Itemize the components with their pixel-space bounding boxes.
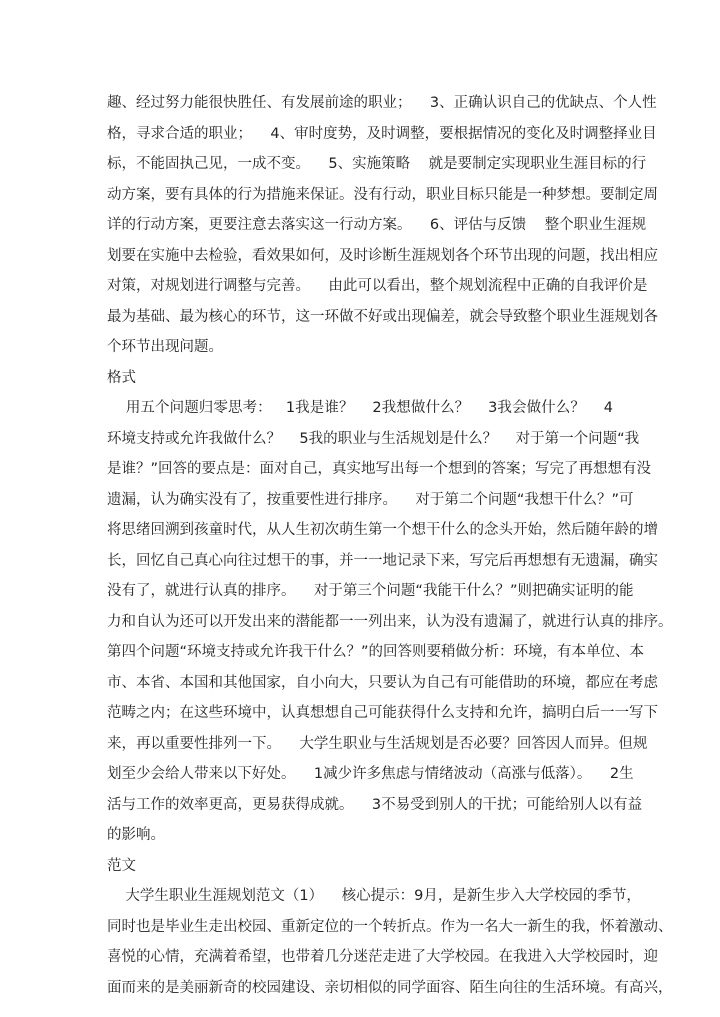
text-line: 个环节出现问题。 <box>107 339 223 355</box>
paragraph <box>107 881 673 1003</box>
text-line: 市、本省、本国和其他国家，自小向大，只要认为自己有可能借助的环境，都应在考虑 <box>107 674 658 691</box>
text-line: 大学生职业生涯规划范文（1） 核心提示：9月，是新生步入大学校园的季节， <box>107 888 641 904</box>
text-line: 划至少会给人带来以下好处。 1减少许多焦虑与情绪波动（高涨与低落）。 2生 <box>107 766 634 782</box>
text-line: 范畴之内；在这些环境中，认真想想自己可能获得什么支持和允许，搞明白后一一写下 <box>107 705 658 721</box>
text-line: 来，再以重要性排列一下。 大学生职业与生活规划是否必要？回答因人而异。但规 <box>107 735 648 752</box>
text-line: 同时也是毕业生走出校园、重新定位的一个转折点。作为一名大一新生的我，怀着激动、 <box>107 918 673 935</box>
text-line: 标，不能固执己见，一成不变。 5、实施策略 就是要制定实现职业生涯目标的行 <box>107 156 647 172</box>
section-heading: 格式 <box>107 369 136 386</box>
text-line: 详的行动方案，更要注意去落实这一行动方案。 6、评估与反馈 整个职业生涯规 <box>107 217 647 233</box>
text-line: 没有了，就进行认真的排序。 对于第三个问题“我能干什么？”则把确实证明的能 <box>107 583 634 599</box>
text-line: 长，回忆自己真心向往过想干的事，并一一地记录下来，写完后再想想有无遗漏，确实 <box>107 552 658 569</box>
text-line: 对策，对规划进行调整与完善。 由此可以看出，整个规划流程中正确的自我评价是 <box>107 278 648 294</box>
text-line: 第四个问题“环境支持或允许我干什么？”的回答则要稍做分析：环境，有本单位、本 <box>107 644 645 660</box>
paragraph <box>107 393 673 851</box>
text-line: 环境支持或允许我做什么？ 5我的职业与生活规划是什么？ 对于第一个问题“我 <box>107 430 640 447</box>
text-line: 力和自认为还可以开发出来的潜能都一一列出来，认为没有遗漏了，就进行认真的排序。 <box>107 613 673 630</box>
text-line: 趣、经过努力能很快胜任、有发展前途的职业； 3、正确认识自己的优缺点、个人性 <box>107 95 657 111</box>
text-line: 的影响。 <box>107 827 165 843</box>
paragraph <box>107 88 658 363</box>
text-line: 用五个问题归零思考： 1我是谁？ 2我想做什么？ 3我会做什么？ 4 <box>107 400 613 416</box>
text-line: 将思绪回溯到孩童时代，从人生初次萌生第一个想干什么的念头开始，然后随年龄的增 <box>107 522 658 538</box>
text-line: 是谁？”回答的要点是：面对自己，真实地写出每一个想到的答案；写完了再想想有没 <box>107 461 652 477</box>
text-line: 活与工作的效率更高，更易获得成就。 3不易受到别人的干扰；可能给别人以有益 <box>107 796 643 813</box>
text-line: 动方案，要有具体的行为措施来保证。没有行动，职业目标只能是一种梦想。要制定周 <box>107 186 658 203</box>
section-heading: 范文 <box>107 857 136 874</box>
document-page <box>107 88 673 1003</box>
text-line: 喜悦的心情，充满着希望，也带着几分迷茫走进了大学校园。在我进入大学校园时，迎 <box>107 949 658 965</box>
text-line: 格，寻求合适的职业； 4、审时度势，及时调整，要根据情况的变化及时调整择业目 <box>107 125 657 142</box>
text-line: 划要在实施中去检验，看效果如何，及时诊断生涯规划各个环节出现的问题，找出相应 <box>107 247 658 264</box>
text-line: 遗漏，认为确实没有了，按重要性进行排序。 对于第二个问题“我想干什么？”可 <box>107 491 634 508</box>
text-line: 面而来的是美丽新奇的校园建设、亲切相似的同学面容、陌生向往的生活环境。有高兴， <box>107 979 673 996</box>
text-line: 最为基础、最为核心的环节，这一环做不好或出现偏差，就会导致整个职业生涯规划各 <box>107 308 658 325</box>
